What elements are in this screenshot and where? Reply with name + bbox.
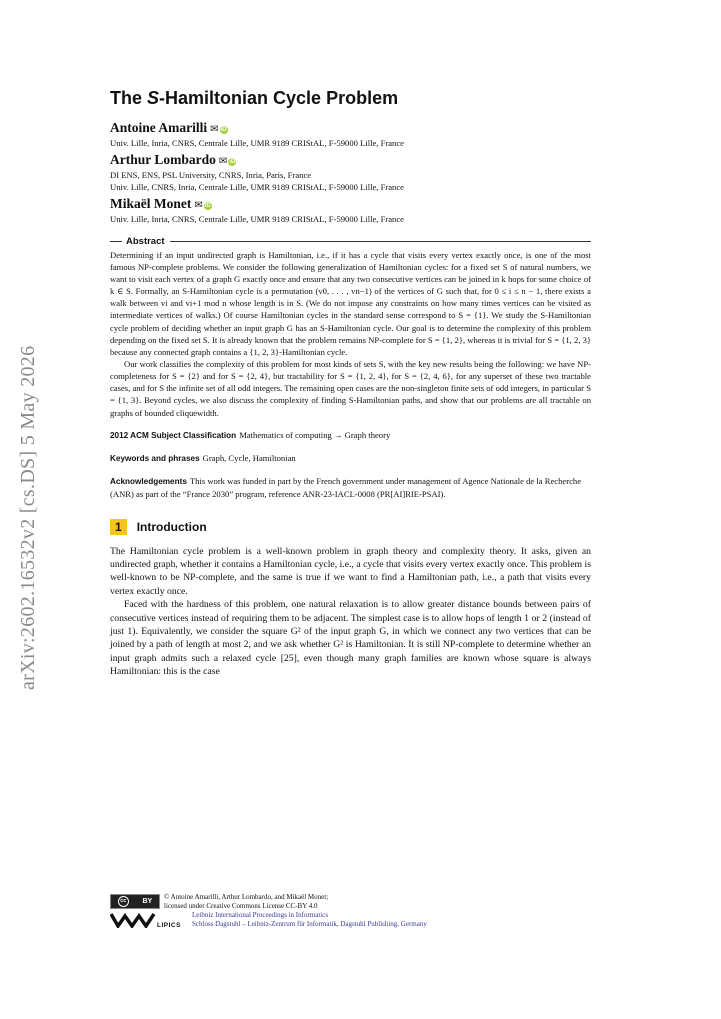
footer-lines [164, 893, 594, 929]
introduction [110, 545, 591, 679]
abstract-rule-right [170, 241, 591, 242]
acm-value: Mathematics of computing → Graph theory [239, 429, 391, 440]
license-line: licensed under Creative Commons License CC-BY 4.0 [164, 902, 318, 910]
paper-title [110, 88, 591, 110]
section-number: 1 [110, 519, 127, 535]
arxiv-stamp: arXiv:2602.16532v2 [cs.DS] 5 May 2026 [17, 345, 39, 690]
lipics-wordmark: LIPICS [157, 922, 181, 929]
intro-paragraph-2: Faced with the hardness of this problem, one natural relaxation is to allow greater distance bounds between pairs of consecutive vertices instead of requiring them to be adjacent. The simplest case is to allow hops of length 1 or 2 (instead of just 1). Equivalently, we consider the square G² of the input graph G, in which we connect any two vertices that can be joined by a path of length at most 2, and we ask whether G² is Hamiltonian. It is still NP-complete to determine whether an input graph admits such a relaxed cycle [25], even though many graph families are known whose square is always Hamiltonian: this is the case [110, 599, 591, 678]
lipics-logo-icon [110, 912, 156, 928]
series-link[interactable]: Leibniz International Proceedings in Informatics [192, 911, 329, 919]
author-name: Antoine Amarilli [110, 119, 208, 135]
section-heading [110, 519, 591, 535]
envelope-icon[interactable]: ✉ [194, 200, 203, 212]
author-name-line [110, 152, 591, 170]
publisher-link[interactable]: Schloss Dagstuhl – Leibniz-Zentrum für Informatik, Dagstuhl Publishing, Germany [192, 920, 427, 928]
title-italic: S [147, 88, 160, 108]
author-block [110, 196, 591, 226]
author-list [110, 120, 591, 226]
cc-by-badge [110, 894, 160, 909]
copyright-line: © Antoine Amarilli, Arthur Lombardo, and Mikaël Monet; [164, 893, 329, 901]
abstract-label: Abstract [126, 235, 165, 247]
author-affiliation: Univ. Lille, Inria, CNRS, Centrale Lille, UMR 9189 CRIStAL, F-59000 Lille, France [110, 137, 404, 148]
abstract-rule-left [110, 241, 122, 242]
acm-classification [110, 429, 591, 442]
envelope-icon[interactable]: ✉ [210, 123, 219, 135]
author-affiliation: DI ENS, ENS, PSL University, CNRS, Inria, Paris, France [110, 170, 312, 181]
acknowledgements [110, 475, 591, 500]
keywords [110, 452, 591, 465]
author-name-line [110, 120, 591, 138]
orcid-icon[interactable]: iD [229, 159, 236, 166]
author-name: Mikaël Monet [110, 196, 192, 212]
acm-label: 2012 ACM Subject Classification [110, 430, 237, 440]
orcid-icon[interactable]: iD [204, 203, 211, 210]
abstract-heading [110, 236, 591, 247]
title-suffix: -Hamiltonian Cycle Problem [159, 88, 399, 108]
author-block [110, 120, 591, 150]
section-title: Introduction [136, 519, 207, 534]
envelope-icon[interactable]: ✉ [218, 156, 228, 168]
author-affiliation: Univ. Lille, CNRS, Inria, Centrale Lille, UMR 9189 CRIStAL, F-59000 Lille, France [110, 181, 404, 192]
orcid-icon[interactable]: iD [220, 126, 227, 133]
keywords-value: Graph, Cycle, Hamiltonian [202, 452, 296, 463]
author-name-line [110, 196, 591, 214]
by-label: BY [142, 898, 153, 905]
author-name: Arthur Lombardo [110, 152, 216, 168]
ack-label: Acknowledgements [110, 477, 187, 487]
cc-icon: cc [118, 896, 129, 907]
keywords-label: Keywords and phrases [110, 453, 200, 463]
author-block [110, 152, 591, 193]
author-affiliation: Univ. Lille, Inria, CNRS, Centrale Lille, UMR 9189 CRIStAL, F-59000 Lille, France [110, 214, 404, 225]
abstract-paragraph-2: Our work classifies the complexity of this problem for most kinds of sets S, with the key new results being the following: we have NP-completeness for S = {2} and for S = {2, 4}, but tractability for S = {1, 2, 4}, for S = {2, 4, 6}, for any superset of these two tractable cases, and for S the infinite set of all odd integers. The remaining open cases are the non-singleton finite sets of odd integers, in particular S = {1, 3}. Beyond cycles, we also discuss the complexity of finding S-Hamiltonian paths, and show that our problems are all tractable on graphs of bounded cliquewidth. [110, 359, 591, 418]
abstract-paragraph-1: Determining if an input undirected graph is Hamiltonian, i.e., if it has a cycle that visits every vertex exactly once, is one of the most famous NP-complete problems. We consider the following generalization of Hamiltonian cycles: for a fixed set S of natural numbers, we want to visit each vertex of a graph G exactly once and ensure that any two consecutive vertices can be joined in k hops for some choice of k ∈ S. Formally, an S-Hamiltonian cycle is a permutation (v0, . . . , vn−1) of the vertices of G such that, for 0 ≤ i ≤ n − 1, there exists a walk between vi and vi+1 mod n whose length is in S. (We do not impose any constraints on how many times vertices can be visited as intermediate vertices of walks.) Of course Hamiltonian cycles in the standard sense correspond to S = {1}. We study the S-Hamiltonian cycle problem of deciding whether an input graph G has an S-Hamiltonian cycle. Our goal is to determine the complexity of this problem depending on the fixed set S. It is already known that the problem remains NP-complete for S = {1, 2}, whereas it is trivial for S = {1, 2, 3} because any connected graph contains a {1, 2, 3}-Hamiltonian cycle. [110, 249, 591, 357]
paper-content [110, 88, 591, 679]
title-prefix: The [110, 88, 148, 108]
abstract [110, 249, 591, 419]
intro-paragraph-1: The Hamiltonian cycle problem is a well-known problem in graph theory and complexity theory. It asks, given an undirected graph, whether it contains a Hamiltonian cycle, i.e., a cycle that visits every vertex exactly once. This problem is well-known to be NP-complete, and the same is true if we want to find a Hamiltonian path, i.e., a path that visits every vertex exactly once. [110, 545, 591, 597]
ack-value: This work was funded in part by the French government under management of Agence Nationale de la Recherche (ANR) as part of the “France 2030” program, reference ANR-23-IACL-0008 (PR[AI]RIE-PSAI). [110, 476, 582, 500]
